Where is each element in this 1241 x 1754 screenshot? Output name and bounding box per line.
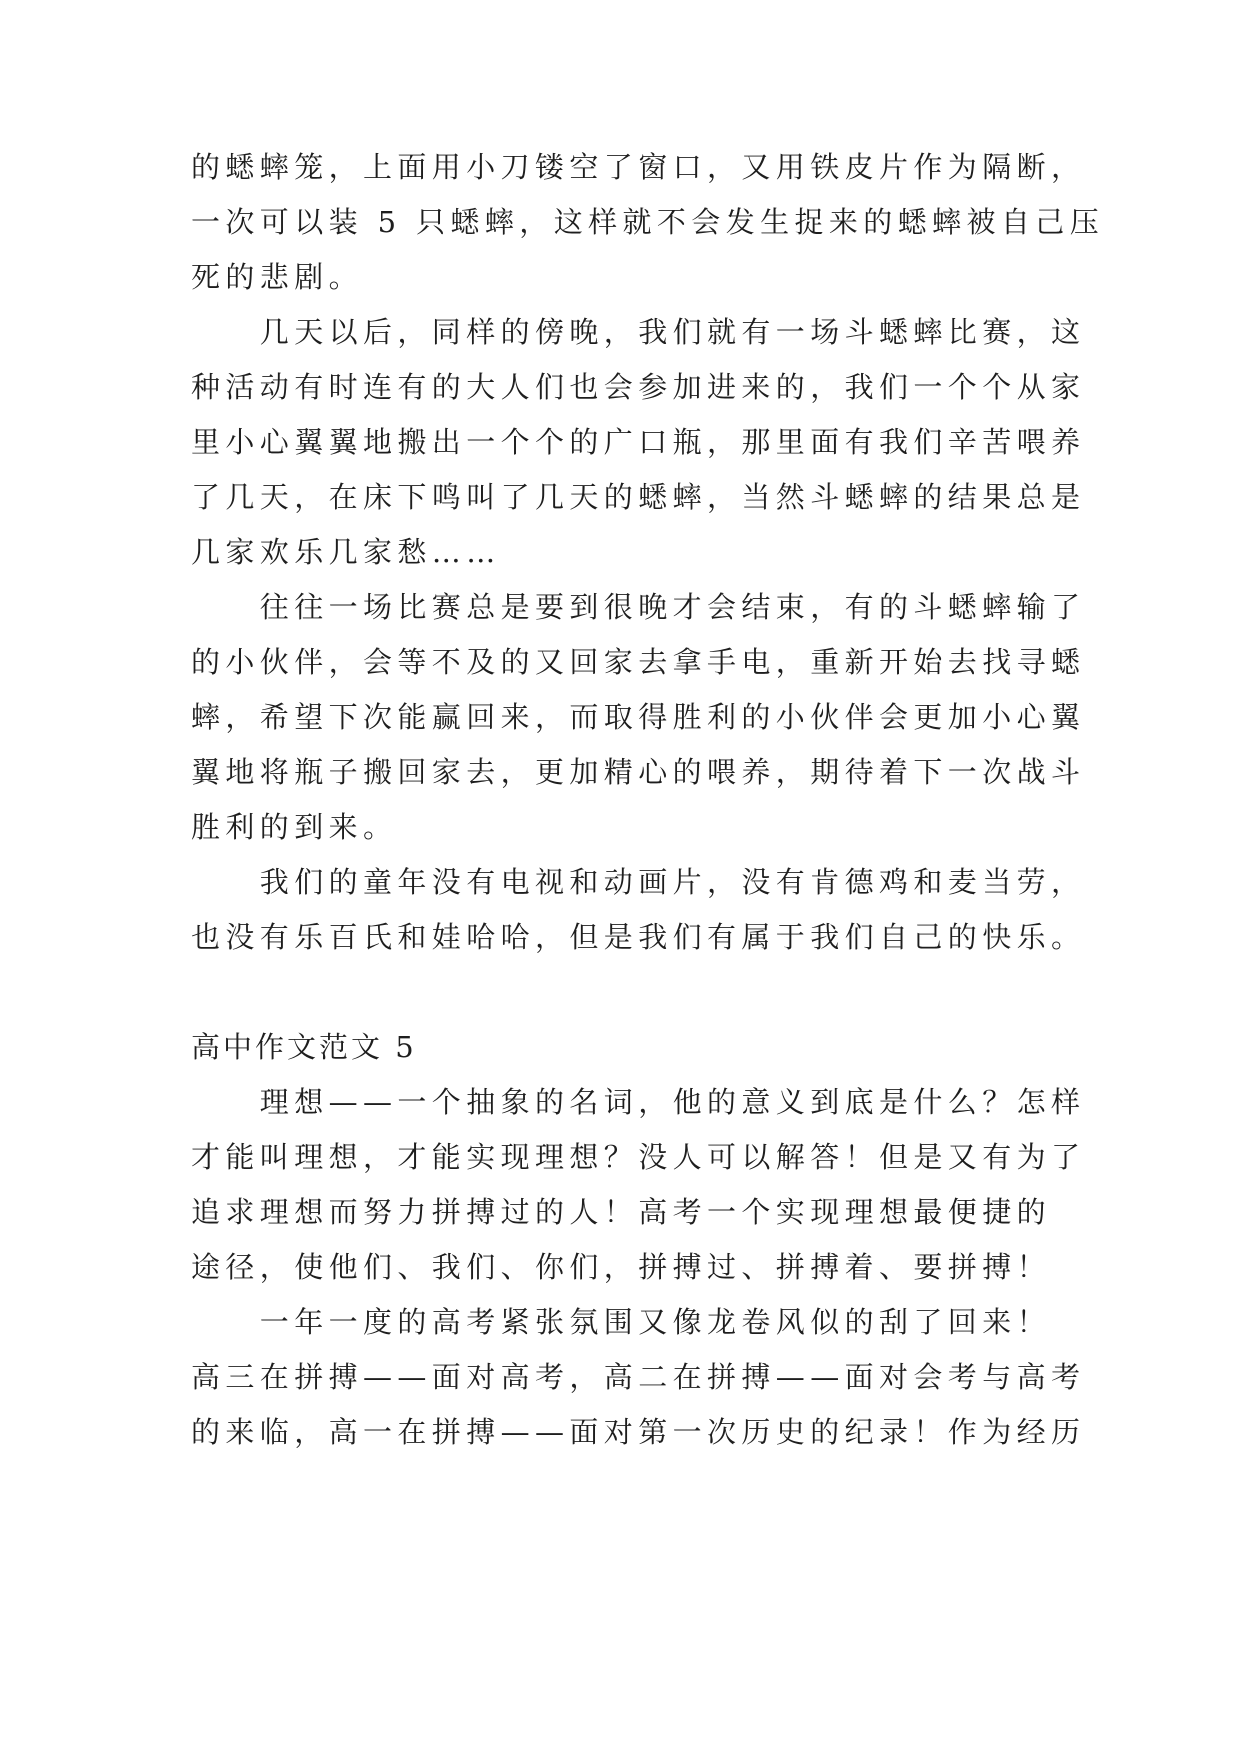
text-line: 一次可以装 5 只蟋蟀，这样就不会发生捉来的蟋蟀被自己压 — [191, 205, 1105, 239]
text-line: 了几天，在床下鸣叫了几天的蟋蟀，当然斗蟋蟀的结果总是 — [191, 480, 1086, 514]
text-line: 我们的童年没有电视和动画片，没有肯德鸡和麦当劳， — [191, 865, 1086, 899]
text-line: 的来临，高一在拼搏——面对第一次历史的纪录！作为经历 — [191, 1415, 1086, 1449]
text-line: 理想——一个抽象的名词，他的意义到底是什么？怎样 — [191, 1085, 1086, 1119]
text-line: 几家欢乐几家愁…… — [191, 535, 501, 569]
text-line: 蟀，希望下次能赢回来，而取得胜利的小伙伴会更加小心翼 — [191, 700, 1086, 734]
text-line: 种活动有时连有的大人们也会参加进来的，我们一个个从家 — [191, 370, 1086, 404]
text-line: 追求理想而努力拼搏过的人！高考一个实现理想最便捷的 — [191, 1195, 1052, 1229]
text-line: 一年一度的高考紧张氛围又像龙卷风似的刮了回来！ — [191, 1305, 1052, 1339]
text-line: 的蟋蟀笼，上面用小刀镂空了窗口，又用铁皮片作为隔断， — [191, 150, 1086, 184]
text-line: 死的悲剧。 — [191, 260, 364, 294]
text-line: 几天以后，同样的傍晚，我们就有一场斗蟋蟀比赛，这 — [191, 315, 1086, 349]
text-line: 的小伙伴，会等不及的又回家去拿手电，重新开始去找寻蟋 — [191, 645, 1086, 679]
text-line: 翼地将瓶子搬回家去，更加精心的喂养，期待着下一次战斗 — [191, 755, 1086, 789]
text-line: 才能叫理想，才能实现理想？没人可以解答！但是又有为了 — [191, 1140, 1086, 1174]
text-line: 高三在拼搏——面对高考，高二在拼搏——面对会考与高考 — [191, 1360, 1086, 1394]
text-line: 胜利的到来。 — [191, 810, 398, 844]
text-line: 途径，使他们、我们、你们，拼搏过、拼搏着、要拼搏！ — [191, 1250, 1052, 1284]
text-line: 往往一场比赛总是要到很晚才会结束，有的斗蟋蟀输了 — [191, 590, 1086, 624]
section-heading: 高中作文范文 5 — [191, 1030, 417, 1064]
text-line: 也没有乐百氏和娃哈哈，但是我们有属于我们自己的快乐。 — [191, 920, 1086, 954]
text-line: 里小心翼翼地搬出一个个的广口瓶，那里面有我们辛苦喂养 — [191, 425, 1086, 459]
